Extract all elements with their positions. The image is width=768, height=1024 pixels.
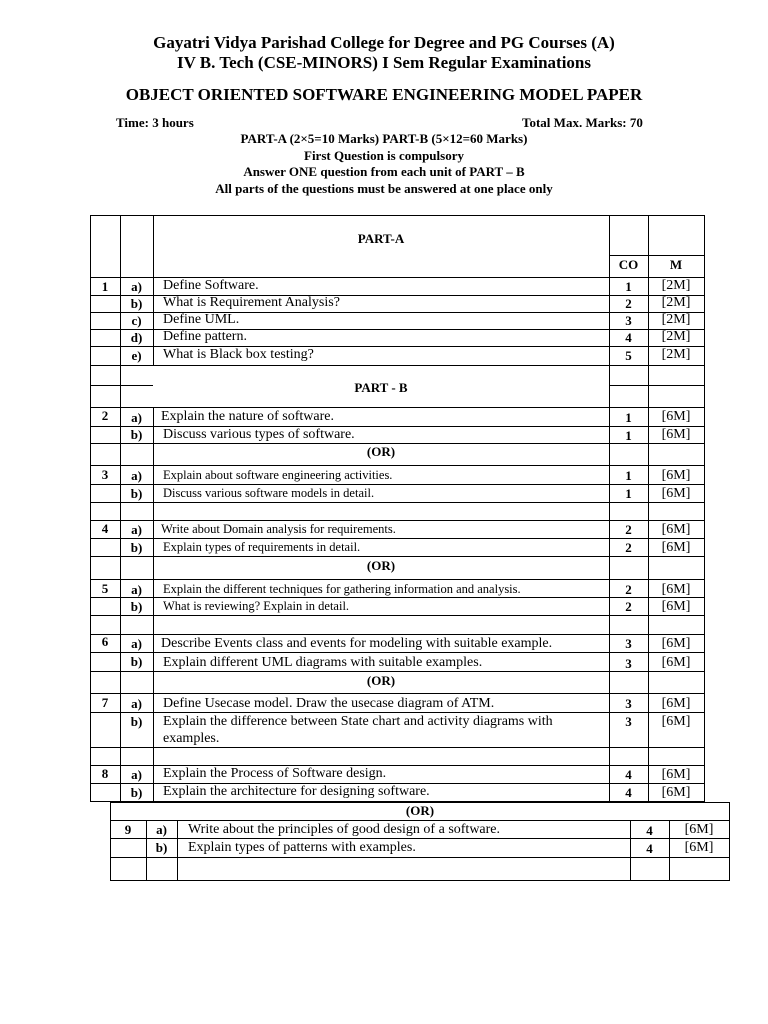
part-label: b) bbox=[130, 599, 143, 614]
co-value: 4 bbox=[625, 330, 632, 345]
marks-value: [2M] bbox=[661, 329, 691, 344]
or-separator: (OR) bbox=[405, 803, 435, 818]
question-text: Discuss various types of software. bbox=[163, 427, 355, 442]
marks-column-header: M bbox=[669, 257, 683, 272]
or-separator: (OR) bbox=[366, 444, 396, 459]
co-value: 2 bbox=[625, 296, 632, 311]
marks-value: [6M] bbox=[684, 822, 714, 837]
marks-value: [6M] bbox=[661, 714, 691, 729]
marks-value: [6M] bbox=[661, 785, 691, 800]
question-number: 3 bbox=[101, 467, 109, 482]
co-value: 2 bbox=[625, 540, 632, 555]
college-name: Gayatri Vidya Parishad College for Degree and PG Courses (A) bbox=[153, 33, 615, 52]
part-label: b) bbox=[130, 540, 143, 555]
part-a-heading: PART-A bbox=[357, 231, 405, 246]
question-number: 2 bbox=[101, 408, 109, 423]
part-label: a) bbox=[131, 410, 142, 425]
question-text: Define pattern. bbox=[163, 329, 247, 344]
marks-value: [2M] bbox=[661, 312, 691, 327]
part-label: b) bbox=[130, 654, 143, 669]
co-value: 3 bbox=[625, 696, 632, 711]
marks-value: [6M] bbox=[661, 767, 691, 782]
question-text: Explain types of requirements in detail. bbox=[163, 540, 361, 554]
part-label: b) bbox=[130, 785, 143, 800]
marks-value: [6M] bbox=[661, 486, 691, 501]
co-value: 2 bbox=[625, 599, 632, 614]
question-text: What is Black box testing? bbox=[163, 347, 314, 362]
part-label: a) bbox=[156, 822, 167, 837]
question-number: 6 bbox=[101, 634, 109, 649]
question-text: Define Software. bbox=[163, 278, 259, 293]
marks-value: [6M] bbox=[661, 655, 691, 670]
co-value: 4 bbox=[646, 841, 653, 856]
part-label: a) bbox=[131, 468, 142, 483]
co-value: 2 bbox=[625, 522, 632, 537]
question-text: Explain the nature of software. bbox=[161, 409, 334, 424]
question-number: 7 bbox=[101, 695, 109, 710]
co-value: 1 bbox=[625, 279, 632, 294]
marks-value: [6M] bbox=[661, 409, 691, 424]
question-text: What is reviewing? Explain in detail. bbox=[163, 599, 350, 613]
question-number: 4 bbox=[101, 521, 109, 536]
part-label: b) bbox=[155, 840, 168, 855]
question-number: 9 bbox=[124, 822, 132, 837]
part-label: b) bbox=[130, 714, 143, 729]
question-text: Write about the principles of good design of a software. bbox=[188, 822, 501, 837]
marks-value: [2M] bbox=[661, 347, 691, 362]
or-separator: (OR) bbox=[366, 558, 396, 573]
question-text: Explain types of patterns with examples. bbox=[188, 840, 416, 855]
part-label: b) bbox=[130, 296, 143, 311]
subject-title: OBJECT ORIENTED SOFTWARE ENGINEERING MODEL PAPER bbox=[125, 85, 643, 104]
part-label: a) bbox=[131, 522, 142, 537]
question-number: 5 bbox=[101, 581, 109, 596]
question-text: Explain the different techniques for gathering information and analysis. bbox=[163, 582, 521, 596]
part-label: a) bbox=[131, 636, 142, 651]
question-number: 1 bbox=[101, 279, 109, 294]
question-text: Explain the architecture for designing software. bbox=[163, 784, 430, 799]
co-value: 3 bbox=[625, 656, 632, 671]
marks-split: PART-A (2×5=10 Marks) PART-B (5×12=60 Marks) bbox=[240, 131, 528, 146]
co-value: 4 bbox=[625, 767, 632, 782]
question-text: What is Requirement Analysis? bbox=[163, 295, 340, 310]
part-label: a) bbox=[131, 696, 142, 711]
co-value: 3 bbox=[625, 714, 632, 729]
one-place-note: All parts of the questions must be answered at one place only bbox=[215, 181, 553, 196]
question-number: 8 bbox=[101, 766, 109, 781]
marks-value: [6M] bbox=[661, 522, 691, 537]
marks-value: [6M] bbox=[661, 468, 691, 483]
part-label: c) bbox=[131, 313, 142, 328]
part-label: e) bbox=[131, 348, 142, 363]
co-value: 1 bbox=[625, 410, 632, 425]
marks-value: [6M] bbox=[661, 636, 691, 651]
marks-value: [6M] bbox=[661, 540, 691, 555]
marks-value: [6M] bbox=[661, 427, 691, 442]
question-text: Discuss various software models in detail. bbox=[163, 486, 375, 500]
marks-value: [2M] bbox=[661, 278, 691, 293]
co-value: 1 bbox=[625, 468, 632, 483]
question-text: Explain about software engineering activities. bbox=[163, 468, 393, 482]
marks-value: [6M] bbox=[684, 840, 714, 855]
exam-time: Time: 3 hours bbox=[116, 115, 194, 130]
question-text: Write about Domain analysis for requirements. bbox=[161, 522, 396, 536]
marks-value: [2M] bbox=[661, 295, 691, 310]
co-value: 1 bbox=[625, 486, 632, 501]
question-text: Explain different UML diagrams with suitable examples. bbox=[163, 655, 483, 670]
max-marks: Total Max. Marks: 70 bbox=[522, 115, 643, 130]
question-text: Explain the Process of Software design. bbox=[163, 766, 387, 781]
or-separator: (OR) bbox=[366, 673, 396, 688]
co-value: 3 bbox=[625, 313, 632, 328]
question-text: Define UML. bbox=[163, 312, 240, 327]
part-label: a) bbox=[131, 767, 142, 782]
question-text: Describe Events class and events for modeling with suitable example. bbox=[161, 636, 553, 651]
marks-value: [6M] bbox=[661, 696, 691, 711]
exam-name: IV B. Tech (CSE-MINORS) I Sem Regular Examinations bbox=[176, 53, 592, 72]
co-value: 5 bbox=[625, 348, 632, 363]
compulsory-note: First Question is compulsory bbox=[304, 148, 464, 163]
question-text: Explain the difference between State chart and activity diagrams with examples. bbox=[163, 714, 553, 746]
co-value: 4 bbox=[646, 823, 653, 838]
part-b-heading: PART - B bbox=[354, 380, 408, 395]
question-text: Define Usecase model. Draw the usecase diagram of ATM. bbox=[163, 696, 495, 711]
co-value: 3 bbox=[625, 636, 632, 651]
part-label: b) bbox=[130, 427, 143, 442]
part-label: a) bbox=[131, 279, 142, 294]
part-label: b) bbox=[130, 486, 143, 501]
marks-value: [6M] bbox=[661, 582, 691, 597]
co-value: 1 bbox=[625, 428, 632, 443]
co-value: 4 bbox=[625, 785, 632, 800]
marks-value: [6M] bbox=[661, 599, 691, 614]
answer-one-note: Answer ONE question from each unit of PART – B bbox=[243, 164, 525, 179]
co-value: 2 bbox=[625, 582, 632, 597]
part-label: a) bbox=[131, 582, 142, 597]
co-column-header: CO bbox=[618, 257, 639, 272]
part-label: d) bbox=[130, 330, 143, 345]
